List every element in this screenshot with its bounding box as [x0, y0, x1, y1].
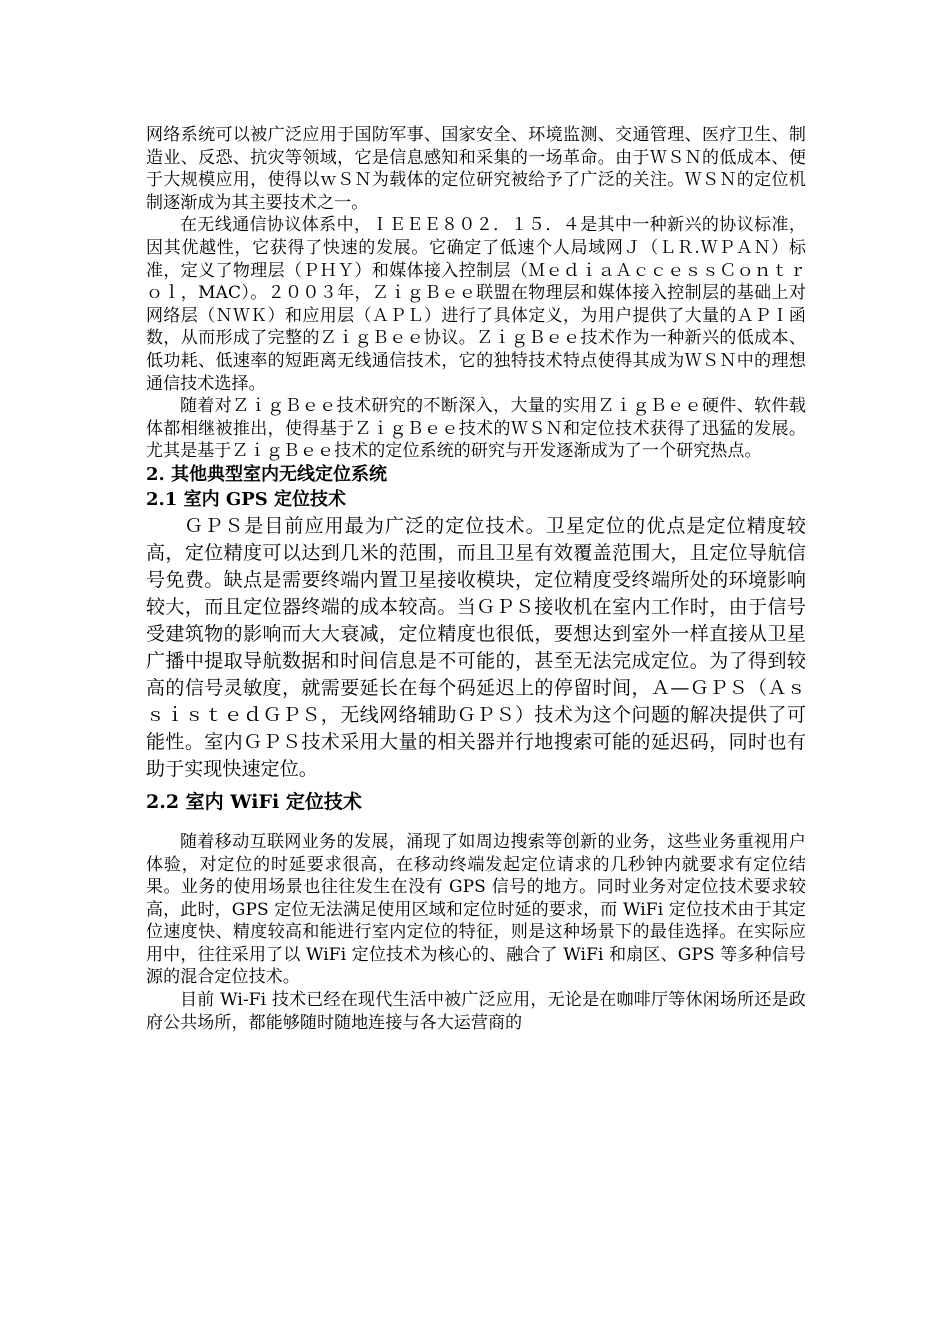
- document-page: [146, 124, 806, 1034]
- section-2-2-heading: 2.2 室内 WiFi 定位技术: [146, 790, 362, 813]
- intro-paragraph-1: 网络系统可以被广泛应用于国防军事、国家安全、环境监测、交通管理、医疗卫生、制造业、反恐、抗灾等领域，它是信息感知和采集的一场革命。由于ＷＳＮ的低成本、便于大规模应用，使得以ｗＳＮ为载体的定位研究被给予了广泛的关注。ＷＳＮ的定位机制逐渐成为其主要技术之一。: [146, 125, 806, 213]
- section-2-heading: 2. 其他典型室内无线定位系统: [146, 463, 388, 485]
- intro-paragraph-3: 随着对ＺｉｇＢｅｅ技术研究的不断深入，大量的实用ＺｉｇＢｅｅ硬件、软件载体都相继被推出，使得基于ＺｉｇＢｅｅ技术的ＷＳＮ和定位技术获得了迅猛的发展。尤其是基于ＺｉｇＢｅｅ技术的定位系统的研究与开发逐渐成为了一个研究热点。: [146, 396, 806, 462]
- section-2-2-paragraph-1: 随着移动互联网业务的发展，涌现了如周边搜索等创新的业务，这些业务重视用户体验，对定位的时延要求很高，在移动终端发起定位请求的几秒钟内就要求有定位结果。业务的使用场景也往往发生在没有 GPS 信号的地方。同时业务对定位技术要求较高，此时，GPS 定位无法满足使用区域和定位时延的要求，而 WiFi 定位技术由于其定位速度快、精度较高和能进行室内定位的特征，则是这种场景下的最佳选择。在实际应用中，往往采用了以 WiFi 定位技术为核心的、融合了 WiFi 和扇区、GPS 等多种信号源的混合定位技术。: [146, 831, 806, 988]
- intro-paragraph-2: 在无线通信协议体系中，ＩＥＥＥ８０２．１５．４是其中一种新兴的协议标准，因其优越性，它获得了快速的发展。它确定了低速个人局域网Ｊ（ＬＲ.ＷＰＡＮ）标准，定义了物理层（ＰＨＹ）和媒体接入控制层（ＭｅｄｉａＡｃｃｅｓｓＣｏｎｔｒｏｌ，MAC）。２００３年，ＺｉｇＢｅｅ联盟在物理层和媒体接入控制层的基础上对网络层（ＮＷＫ）和应用层（ＡＰＬ）进行了具体定义，为用户提供了大量的ＡＰＩ函数，从而形成了完整的ＺｉｇＢｅｅ协议。ＺｉｇＢｅｅ技术作为一种新兴的低成本、低功耗、低速率的短距离无线通信技术，它的独特技术特点使得其成为ＷＳＮ中的理想通信技术选择。: [146, 215, 806, 394]
- section-2-2-paragraph-2: 目前 Wi-Fi 技术已经在现代生活中被广泛应用，无论是在咖啡厅等休闲场所还是政府公共场所，都能够随时随地连接与各大运营商的: [146, 990, 806, 1033]
- section-2-1-heading: 2.1 室内 GPS 定位技术: [146, 488, 347, 510]
- section-2-1-paragraph: ＧＰＳ是目前应用最为广泛的定位技术。卫星定位的优点是定位精度较高，定位精度可以达到几米的范围，而且卫星有效覆盖范围大，且定位导航信号免费。缺点是需要终端内置卫星接收模块，定位精度受终端所处的环境影响较大，而且定位器终端的成本较高。当ＧＰＳ接收机在室内工作时，由于信号受建筑物的影响而大大衰减，定位精度也很低，要想达到室外一样直接从卫星广播中提取导航数据和时间信息是不可能的，甚至无法完成定位。为了得到较高的信号灵敏度，就需要延长在每个码延迟上的停留时间，Ａ—ＧＰＳ（ＡｓｓｉｓｔｅｄＧＰＳ，无线网络辅助ＧＰＳ）技术为这个问题的解决提供了可能性。室内ＧＰＳ技术采用大量的相关器并行地搜索可能的延迟码，同时也有助于实现快速定位。: [146, 514, 806, 780]
